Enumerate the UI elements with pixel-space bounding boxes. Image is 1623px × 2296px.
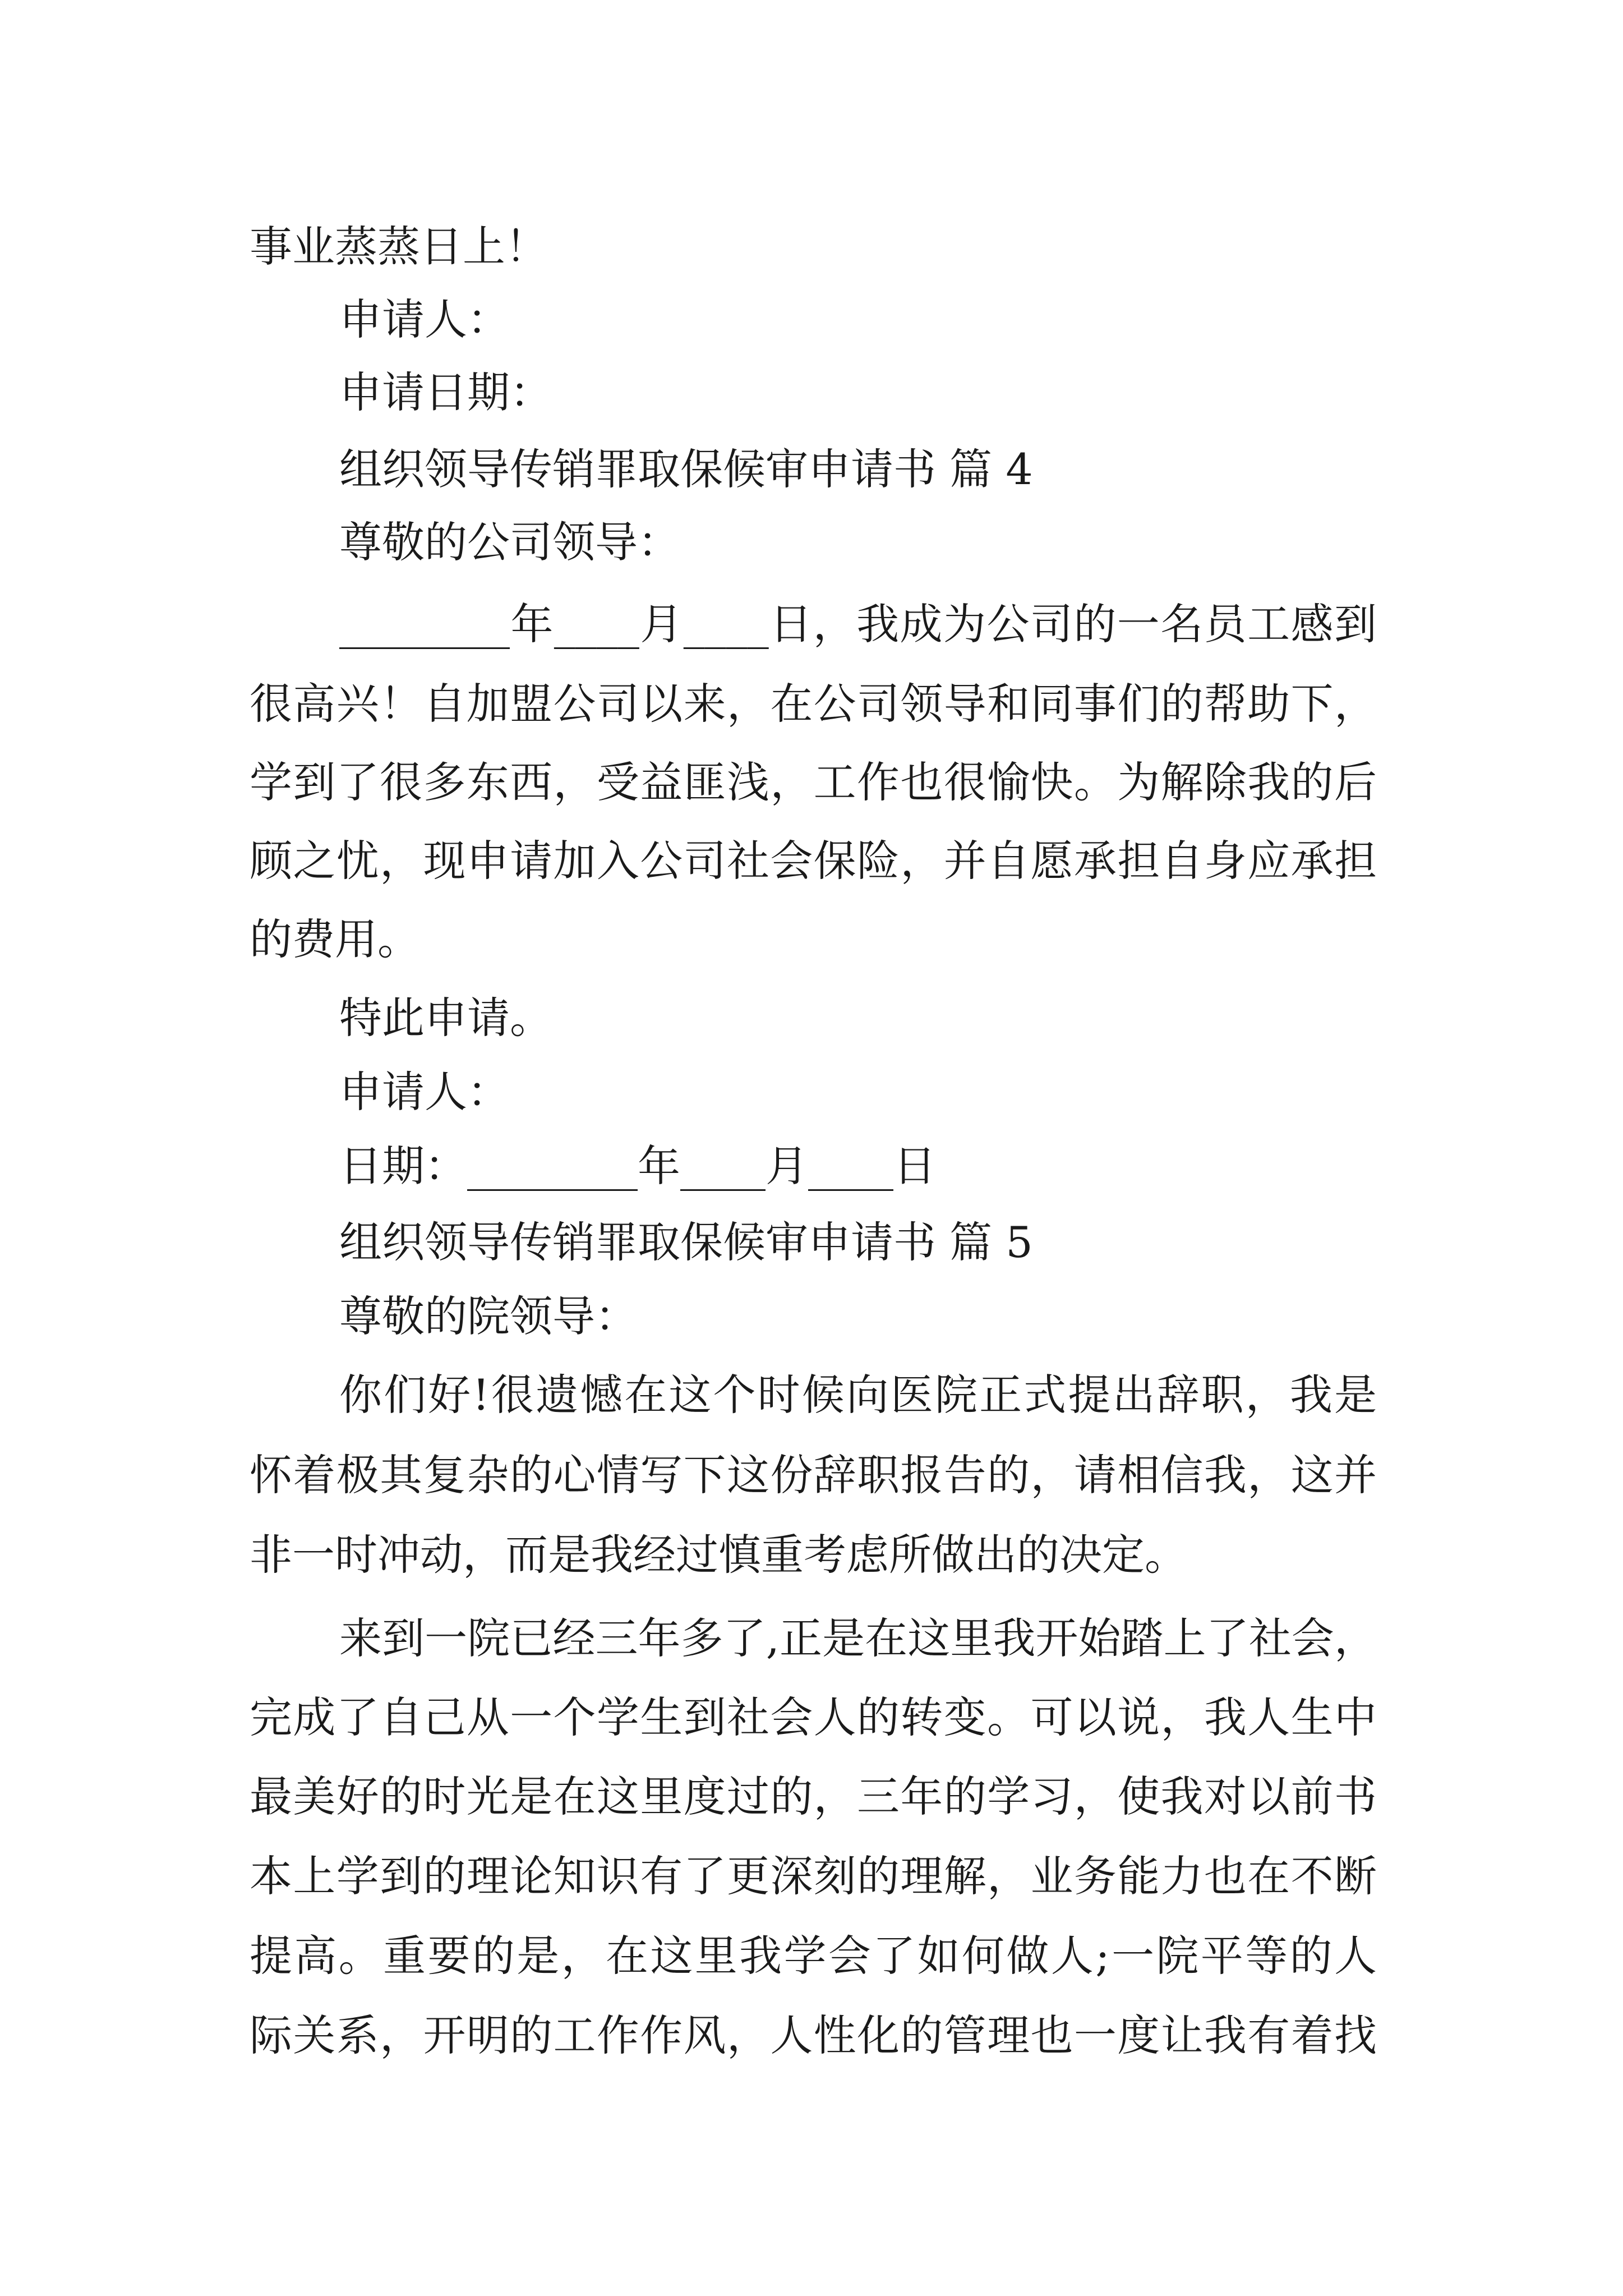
paragraph-line: 来到一院已经三年多了,正是在这里我开始踏上了社会，: [339, 1613, 1377, 1663]
applicant-label: 申请人：: [339, 1067, 510, 1117]
paragraph-line: 的费用。: [250, 914, 420, 964]
paragraph-line: 本上学到的理论知识有了更深刻的理解，业务能力也在不断: [250, 1851, 1377, 1901]
paragraph-line: 很高兴！自加盟公司以来，在公司领导和同事们的帮助下，: [250, 679, 1377, 729]
paragraph-line: 顾之忧，现申请加入公司社会保险，并自愿承担自身应承担: [250, 836, 1377, 886]
paragraph-line: 非一时冲动，而是我经过慎重考虑所做出的决定。: [250, 1530, 1187, 1580]
date-line: 日期：________年____月____日: [339, 1141, 936, 1191]
paragraph-line: 你们好!很遗憾在这个时候向医院正式提出辞职，我是: [339, 1370, 1377, 1420]
paragraph-line: 怀着极其复杂的心情写下这份辞职报告的，请相信我，这并: [250, 1450, 1377, 1500]
section-heading-5: 组织领导传销罪取保候审申请书 篇 5: [339, 1217, 1033, 1267]
application-date-label: 申请日期：: [339, 367, 552, 417]
applicant-label: 申请人：: [339, 295, 510, 344]
text-line: 事业蒸蒸日上！: [250, 222, 548, 272]
paragraph-line: 学到了很多东西，受益匪浅，工作也很愉快。为解除我的后: [250, 757, 1377, 807]
salutation: 尊敬的院领导：: [339, 1291, 638, 1341]
paragraph-line: 最美好的时光是在这里度过的，三年的学习，使我对以前书: [250, 1772, 1377, 1821]
paragraph-line: ________年____月____日，我成为公司的一名员工感到: [339, 599, 1377, 649]
paragraph-line: 际关系，开明的工作作风，人性化的管理也一度让我有着找: [250, 2010, 1377, 2060]
closing-text: 特此申请。: [339, 993, 552, 1043]
salutation: 尊敬的公司领导：: [339, 517, 680, 567]
paragraph-line: 提高。重要的是，在这里我学会了如何做人;一院平等的人: [250, 1931, 1377, 1981]
section-heading-4: 组织领导传销罪取保候审申请书 篇 4: [339, 444, 1033, 494]
paragraph-line: 完成了自己从一个学生到社会人的转变。可以说，我人生中: [250, 1692, 1377, 1742]
